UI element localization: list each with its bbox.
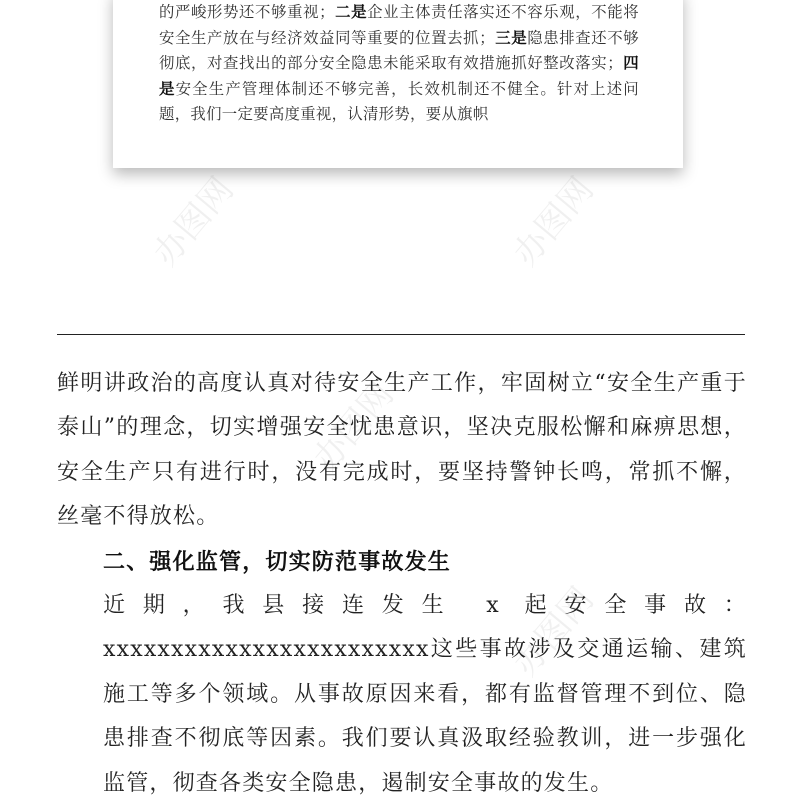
watermark: 办图网: [305, 374, 402, 479]
watermark: 办图网: [505, 169, 602, 274]
paragraph: 鲜明讲政治的高度认真对待安全生产工作，牢固树立“安全生产重于泰山”的理念，切实增强安全忧患意识，坚决克服松懈和麻痹思想，安全生产只有进行时，没有完成时，要坚持警钟长鸣，常抓不懈，丝毫不得放松。: [57, 371, 747, 530]
card-bold-label: 二是: [334, 3, 368, 21]
preview-card: [113, 0, 683, 168]
document-body: [57, 362, 747, 806]
card-text-segment: 的严峻形势还不够重视；: [159, 3, 335, 21]
card-paragraph: [159, 0, 639, 128]
card-text-segment: 安全生产管理体制还不够完善，长效机制还不健全。针对上述问题，我们一定要高度重视，认清形势，要从旗帜: [159, 79, 639, 124]
card-bold-label: 三是: [494, 28, 528, 47]
card-bold-label: 四是: [159, 54, 639, 98]
section-heading: 二、强化监管，切实防范事故发生: [103, 548, 452, 575]
divider-line: [57, 334, 745, 335]
watermark: 办图网: [505, 579, 602, 684]
paragraph: 近期，我县接连发生 x 起安全事故：xxxxxxxxxxxxxxxxxxxxxxxx这些事故涉及交通运输、建筑施工等多个领域。从事故原因来看，都有监督管理不到位、隐患排查不彻底等因素。我们要认真汲取经验教训，进一步强化监管，彻查各类安全隐患，遏制安全事故的发生。: [103, 593, 747, 796]
watermark: 办图网: [145, 169, 242, 274]
card-text-segment: 隐患排查还不够彻底，对查找出的部分安全隐患未能采取有效措施抓好整改落实；: [159, 28, 639, 73]
card-text-segment: 企业主体责任落实还不容乐观，不能将安全生产放在与经济效益同等重要的位置去抓；: [159, 3, 639, 47]
